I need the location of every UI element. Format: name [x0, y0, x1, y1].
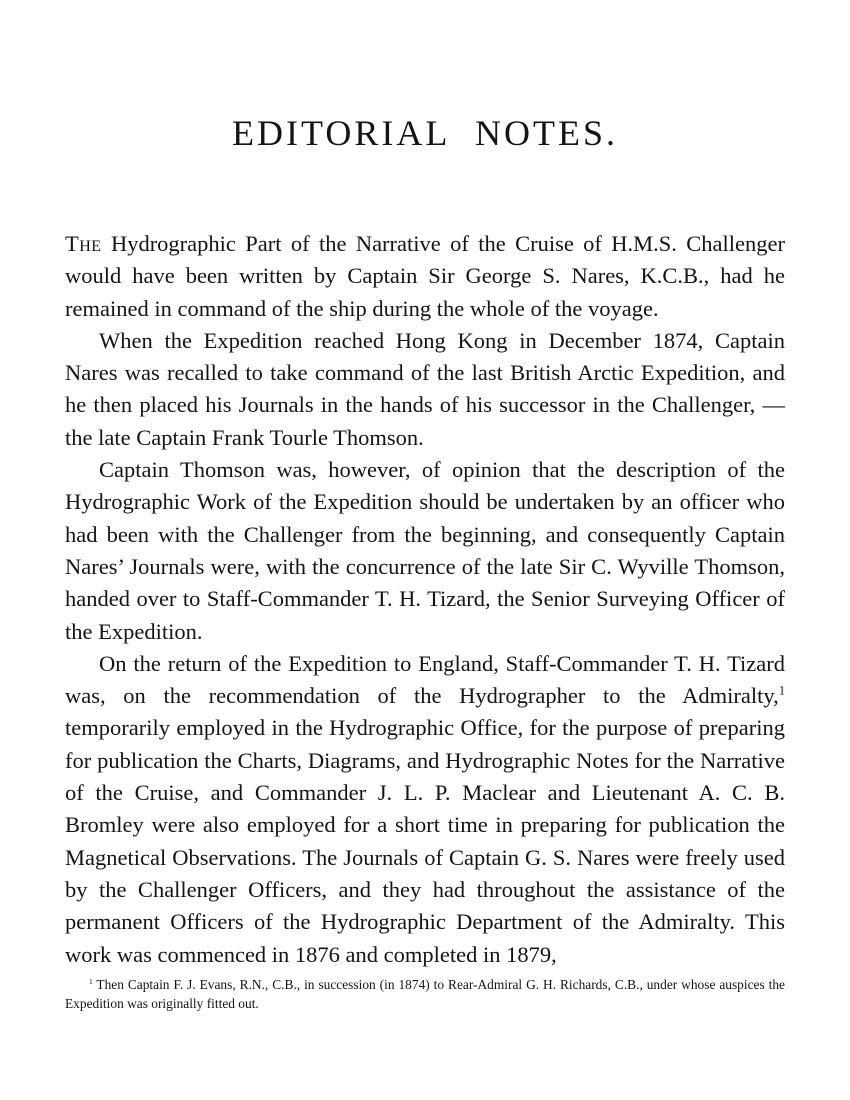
footnote-reference: 1 — [778, 683, 785, 698]
paragraph-4-text-b: temporarily employed in the Hydrographic Office, for the purpose of preparing for publication the Charts, Diagrams, and Hydrographic Notes for the Narrative of the Cruise, and Commander J. L. P. Maclear and Lieutenant A. C. B. Bromley were also employed for a short time in preparing for publication the Magnetical Observations. The Journals of Captain G. S. Nares were freely used by the Challenger Officers, and they had throughout the assistance of the permanent Officers of the Hydrographic Department of the Admiralty. This work was commenced in 1876 and completed in 1879, — [65, 715, 785, 967]
paragraph-1 — [65, 228, 785, 325]
footnote-text: Then Captain F. J. Evans, R.N., C.B., in succession (in 1874) to Rear-Admiral G. H. Richards, C.B., under whose auspices the Expedition was originally fitted out. — [65, 977, 785, 1011]
paragraph-4-text-a: On the return of the Expedition to England, Staff-Commander T. H. Tizard was, on the recommendation of the Hydrographer to the Admiralty, — [65, 650, 785, 709]
paragraph-1-lead: The — [65, 231, 102, 256]
paragraph-4 — [65, 648, 785, 971]
paragraph-1-text: Hydrographic Part of the Narrative of the Cruise of H.M.S. Challenger would have been written by Captain Sir George S. Nares, K.C.B., had he remained in command of the ship during the whole of the voyage. — [65, 231, 785, 321]
footnote — [65, 975, 785, 1013]
page-title: EDITORIAL NOTES. — [232, 113, 618, 153]
body-text — [65, 228, 785, 971]
footnote-marker: 1 — [89, 976, 93, 986]
paragraph-2: When the Expedition reached Hong Kong in December 1874, Captain Nares was recalled to take command of the last British Arctic Expedition, and he then placed his Journals in the hands of his successor in the Challenger, —the late Captain Frank Tourle Thomson. — [65, 327, 785, 450]
paragraph-3: Captain Thomson was, however, of opinion that the description of the Hydrographic Work of the Expedition should be undertaken by an officer who had been with the Challenger from the beginning, and consequently Captain Nares’ Journals were, with the concurrence of the late Sir C. Wyville Thomson, handed over to Staff-Commander T. H. Tizard, the Senior Surveying Officer of the Expedition. — [65, 457, 785, 644]
